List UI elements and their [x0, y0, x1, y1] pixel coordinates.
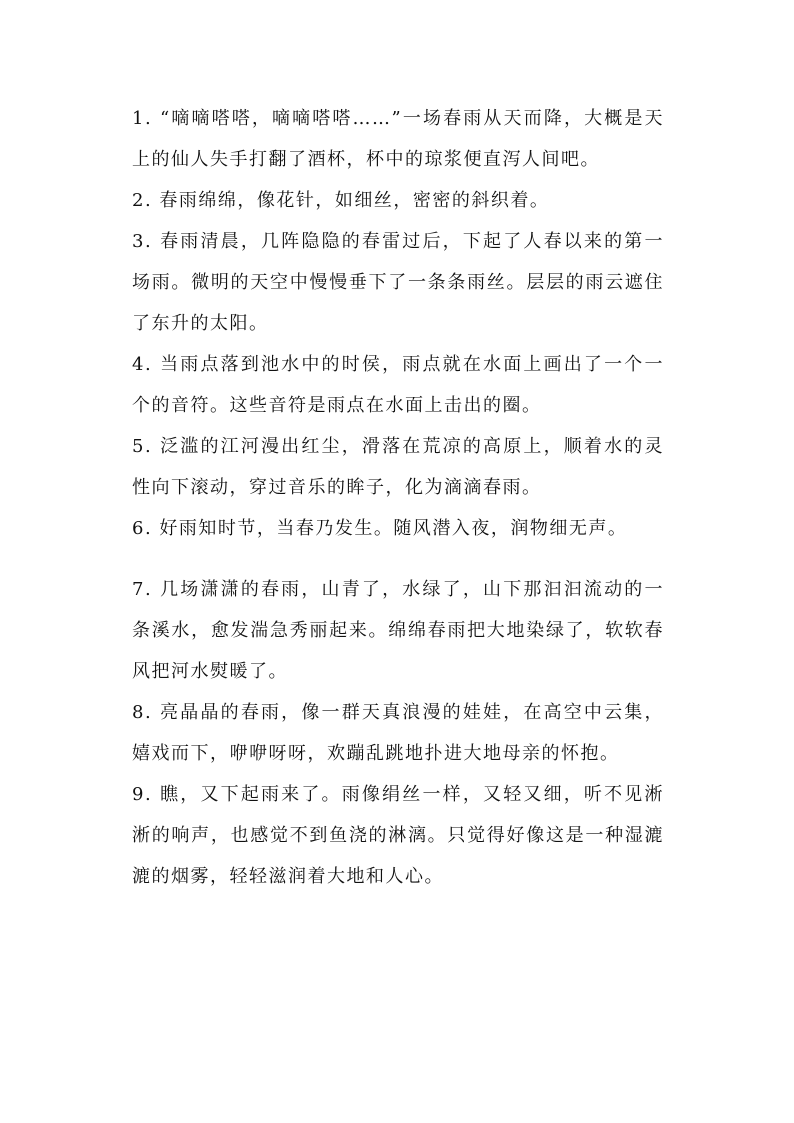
paragraph-1: 1. “嘀嘀嗒嗒，嘀嘀嗒嗒……”一场春雨从天而降，大概是天上的仙人失手打翻了酒杯，杯中的琼浆便直泻人间吧。: [132, 108, 664, 170]
paragraph-8: 8. 亮晶晶的春雨，像一群天真浪漫的娃娃，在高空中云集，嬉戏而下，咿咿呀呀，欢蹦乱跳地扑进大地母亲的怀抱。: [132, 702, 664, 764]
document-body: [132, 98, 664, 897]
paragraph-7: 7. 几场潇潇的春雨，山青了，水绿了，山下那汩汩流动的一条溪水，愈发湍急秀丽起来。绵绵春雨把大地染绿了，软软春风把河水熨暖了。: [132, 579, 664, 682]
paragraph-5: 5. 泛滥的江河漫出红尘，滑落在荒凉的高原上，顺着水的灵性向下滚动，穿过音乐的眸子，化为滴滴春雨。: [132, 436, 664, 498]
paragraph-6: 6. 好雨知时节，当春乃发生。随风潜入夜，润物细无声。: [132, 518, 628, 539]
paragraph-4: 4. 当雨点落到池水中的时侯，雨点就在水面上画出了一个一个的音符。这些音符是雨点在水面上击出的圈。: [132, 354, 664, 416]
paragraph-3: 3. 春雨清晨，几阵隐隐的春雷过后，下起了人春以来的第一场雨。微明的天空中慢慢垂下了一条条雨丝。层层的雨云遮住了东升的太阳。: [132, 231, 664, 334]
paragraph-9: 9. 瞧，又下起雨来了。雨像绢丝一样，又轻又细，听不见淅淅的响声，也感觉不到鱼浇的淋漓。只觉得好像这是一种湿漉漉的烟雾，轻轻滋润着大地和人心。: [132, 784, 664, 887]
paragraph-2: 2. 春雨绵绵，像花针，如细丝，密密的斜织着。: [132, 190, 550, 211]
